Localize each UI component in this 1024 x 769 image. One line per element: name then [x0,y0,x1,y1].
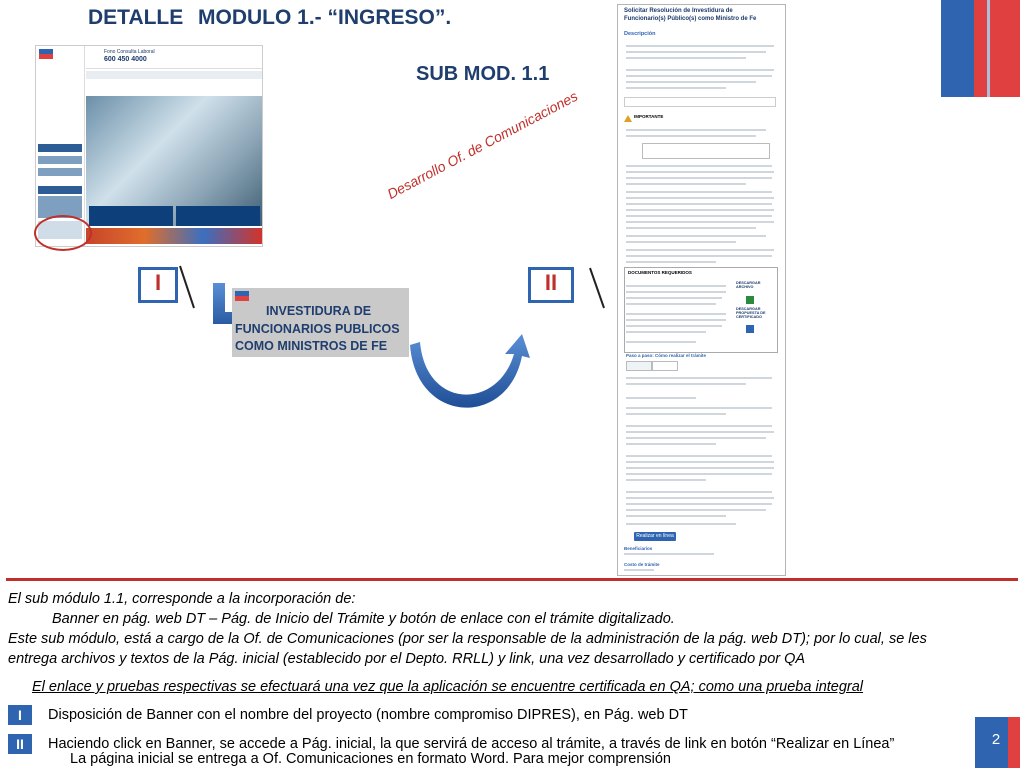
phone-label: Fono Consulta Laboral [104,49,155,55]
marker-two [528,267,574,303]
page-number-red-stripe [1008,717,1020,768]
form-descripcion-label: Descripción [624,31,656,37]
item-two-text: Haciendo click en Banner, se accede a Pág. inicial, la que servirá de acceso al trámite, a través de link en botón “Realizar en Línea” [48,736,895,752]
form-documentos-label: DOCUMENTOS REQUERIDOS [628,270,692,275]
body-underlined: El enlace y pruebas respectivas se efectuará una vez que la aplicación se encuentre certificada en QA; como una prueba integral [32,679,864,695]
banner-line-1: INVESTIDURA DE [266,304,372,318]
annotation-of-comunicaciones: Desarrollo Of. de Comunicaciones [384,87,581,202]
banner-logo [235,291,249,301]
marker-one-label: I [154,270,162,295]
item-one-text: Disposición de Banner con el nombre del proyecto (nombre compromiso DIPRES), en Pág. web DT [48,707,688,723]
body-line-4: entrega archivos y textos de la Pág. inicial (establecido por el Depto. RRLL) y link, una vez desarrollado y certificado por QA [8,651,806,667]
title-submodulo: SUB MOD. 1.1 [416,63,550,85]
body-line-2: Banner en pág. web DT – Pág. de Inicio del Trámite y botón de enlace con el trámite digitalizado. [52,611,675,627]
excel-icon [746,296,754,304]
form-importante-label: IMPORTANTE [634,114,664,119]
realizar-en-linea-button[interactable]: Realizar en línea [634,532,676,541]
marker-two-label: II [544,270,558,295]
banner-line-3: COMO MINISTROS DE FE [235,339,388,353]
importante-icon [624,115,632,122]
form-title: Solicitar Resolución de Investidura de Funcionario(s) Público(s) como Ministro de Fe [624,8,757,22]
body-line-3: Este sub módulo, está a cargo de la Of. de Comunicaciones (por ser la responsable de la administración de la pág. web DT); por lo cual, se les [8,631,927,647]
item-two-subtext: La página inicial se entrega a Of. Comunicaciones en formato Word. Para mejor comprensión [70,751,671,767]
phone-number: 600 450 4000 [104,56,147,63]
separator-line [6,578,1018,581]
form-descargar-archivo[interactable]: DESCARGAR ARCHIVO [736,281,761,289]
form-paso-label: Paso a paso: Cómo realizar el trámite [626,353,707,358]
form-costo-label: Costo de trámite [624,562,660,567]
page-number: 2 [975,717,1017,768]
investidura-banner[interactable] [232,288,409,357]
form-beneficiarios-label: Beneficiarios [624,546,653,551]
title-detalle: DETALLE [88,6,184,29]
item-two-badge: II [8,734,32,754]
form-descargar-propuesta[interactable]: DESCARGAR PROPUESTA DE CERTIFICADO [736,307,766,319]
word-icon [746,325,754,333]
item-one-badge: I [8,705,32,725]
title-modulo: MODULO 1.- “INGRESO”. [198,6,452,29]
body-line-1: El sub módulo 1.1, corresponde a la incorporación de: [8,591,356,607]
banner-line-2: FUNCIONARIOS PUBLICOS [235,322,400,336]
tramite-form-screenshot [617,4,786,576]
